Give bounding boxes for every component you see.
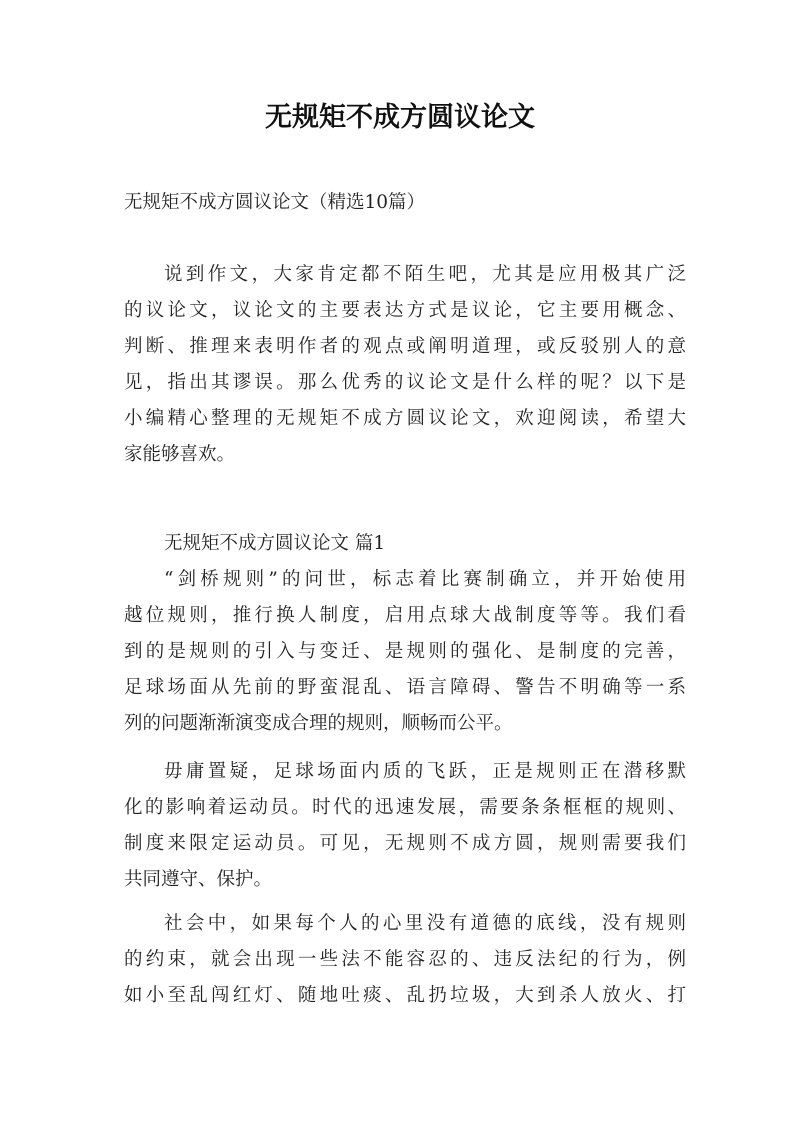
intro-line: 的议论文，议论文的主要表达方式是议论，它主要用概念、 <box>124 300 686 321</box>
page-title: 无规矩不成方圆议论文 <box>265 102 535 133</box>
intro-line: 见，指出其谬误。那么优秀的议论文是什么样的呢？以下是 <box>124 372 686 393</box>
intro-line: 家能够喜欢。 <box>124 444 236 465</box>
paragraph-line: 制度来限定运动员。可见，无规则不成方圆，规则需要我们 <box>124 833 686 854</box>
body-paragraph-2 <box>124 754 686 898</box>
paragraph-line: 足球场面从先前的野蛮混乱、语言障碍、警告不明确等一系 <box>124 677 686 698</box>
intro-line: 小编精心整理的无规矩不成方圆议论文，欢迎阅读，希望大 <box>124 408 686 429</box>
paragraph-line: 社会中，如果每个人的心里没有道德的底线，没有规则 <box>164 913 686 934</box>
body-paragraph-1 <box>124 562 686 742</box>
intro-line: 说到作文，大家肯定都不陌生吧，尤其是应用极其广泛 <box>164 264 686 285</box>
paragraph-line: 列的问题渐渐演变成合理的规则，顺畅而公平。 <box>124 713 513 734</box>
paragraph-line: “剑桥规则”的问世，标志着比赛制确立，并开始使用 <box>164 569 686 590</box>
paragraph-line: 如小至乱闯红灯、随地吐痰、乱扔垃圾，大到杀人放火、打 <box>124 985 686 1006</box>
paragraph-line: 越位规则，推行换人制度，启用点球大战制度等等。我们看 <box>124 605 686 626</box>
paragraph-line: 的约束，就会出现一些法不能容忍的、违反法纪的行为，例 <box>124 949 686 970</box>
paragraph-line: 到的是规则的引入与变迁、是规则的强化、是制度的完善， <box>124 641 686 662</box>
paragraph-line: 毋庸置疑，足球场面内质的飞跃，正是规则正在潜移默 <box>164 761 686 782</box>
intro-line: 判断、推理来表明作者的观点或阐明道理，或反驳别人的意 <box>124 336 686 357</box>
body-paragraph-3 <box>124 906 686 1014</box>
paragraph-line: 化的影响着运动员。时代的迅速发展，需要条条框框的规则、 <box>124 797 686 818</box>
intro-paragraph <box>124 257 686 473</box>
paragraph-line: 共同遵守、保护。 <box>124 869 273 890</box>
document-subtitle: 无规矩不成方圆议论文（精选10篇） <box>124 192 426 213</box>
section-heading: 无规矩不成方圆议论文 篇1 <box>164 533 386 554</box>
